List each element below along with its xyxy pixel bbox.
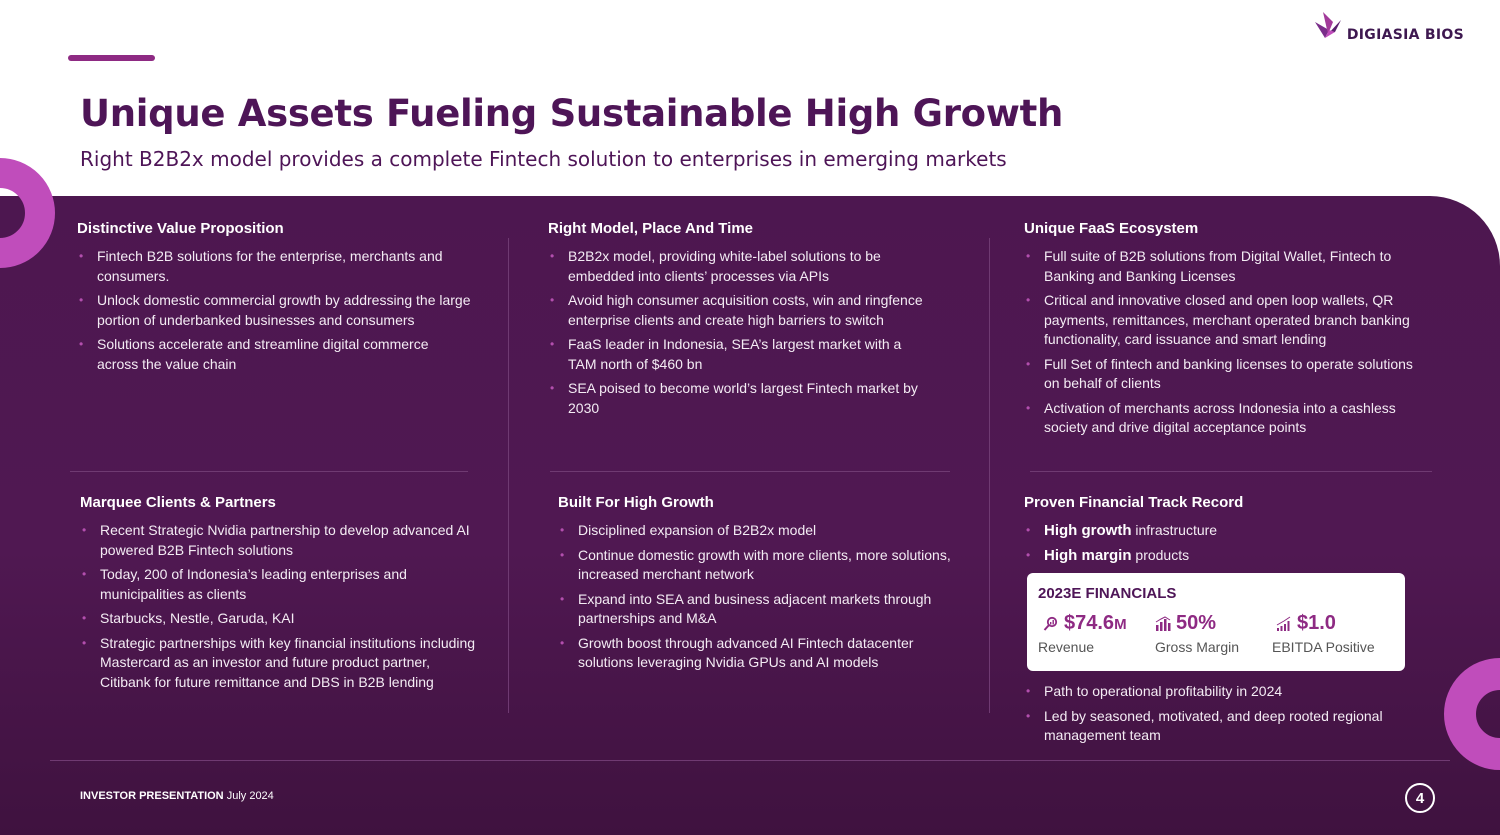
financials-title: 2023E FINANCIALS	[1038, 585, 1177, 602]
bullet-list	[80, 521, 482, 692]
section-heading: Marquee Clients & Partners	[80, 494, 276, 511]
list-item: • SEA poised to become world’s largest Fintech market by 2030	[548, 379, 933, 418]
row-divider	[70, 471, 468, 472]
list-item: • Recent Strategic Nvidia partnership to develop advanced AI powered B2B Fintech solutions	[80, 521, 482, 560]
company-logo	[1313, 8, 1464, 44]
list-item: • Path to operational profitability in 2024	[1024, 682, 1424, 702]
revenue-value: $74.6	[1064, 612, 1115, 634]
footer-title: INVESTOR PRESENTATION	[80, 790, 224, 802]
row-divider	[550, 471, 950, 472]
value-proposition-section	[77, 220, 472, 379]
page-title: Unique Assets Fueling Sustainable High Growth	[80, 92, 1064, 135]
list-item	[1024, 546, 1424, 566]
list-item: • Fintech B2B solutions for the enterprise, merchants and consumers.	[77, 247, 472, 286]
metric-label: Gross Margin	[1155, 639, 1240, 655]
list-item: • Today, 200 of Indonesia’s leading enterprises and municipalities as clients	[80, 565, 482, 604]
section-heading: Right Model, Place And Time	[548, 220, 754, 237]
crane-logo-icon	[1313, 8, 1343, 44]
bullet-list	[77, 247, 472, 374]
section-heading: Unique FaaS Ecosystem	[1024, 220, 1199, 237]
right-model-section	[548, 220, 933, 423]
bold-phrase: High growth	[1044, 522, 1132, 539]
faas-ecosystem-section	[1024, 220, 1416, 443]
bullet-list	[548, 247, 933, 418]
metric-gross-margin	[1155, 612, 1272, 655]
metric-value	[1064, 612, 1127, 635]
bold-phrase: High margin	[1044, 546, 1132, 564]
clients-partners-section	[80, 494, 482, 697]
metric-label: EBITDA Positive	[1272, 639, 1375, 655]
bullet-list	[1024, 682, 1424, 746]
list-item: • Activation of merchants across Indonesia into a cashless society and drive digital acceptance points	[1024, 399, 1416, 438]
list-item: • Disciplined expansion of B2B2x model	[558, 521, 958, 541]
magnify-chart-icon	[1043, 616, 1059, 632]
metric-revenue	[1038, 612, 1155, 655]
list-item: • B2B2x model, providing white-label solutions to be embedded into clients’ processes via APIs	[548, 247, 933, 286]
page-subtitle: Right B2B2x model provides a complete Fintech solution to enterprises in emerging markets	[80, 147, 1007, 171]
phrase-rest: infrastructure	[1131, 522, 1218, 538]
bullet-list	[1024, 247, 1416, 438]
list-item: • Strategic partnerships with key financial institutions including Mastercard as an investor and future product partner, Citibank for future remittance and DBS in B2B lending	[80, 634, 482, 693]
list-item: • Continue domestic growth with more clients, more solutions, increased merchant network	[558, 546, 958, 585]
footer-date: July 2024	[226, 790, 274, 802]
phrase-rest: products	[1131, 546, 1190, 563]
list-item: • Avoid high consumer acquisition costs, win and ringfence enterprise clients and create high barriers to switch	[548, 291, 933, 330]
page-number: 4	[1405, 783, 1435, 813]
accent-line	[68, 55, 155, 61]
metrics-row	[1038, 612, 1405, 655]
list-item: • Full Set of fintech and banking licenses to operate solutions on behalf of clients	[1024, 355, 1416, 394]
high-growth-section	[558, 494, 958, 678]
footer-divider	[50, 760, 1450, 761]
revenue-unit: M	[1114, 616, 1127, 633]
metric-value: 50%	[1176, 612, 1217, 634]
section-heading: Built For High Growth	[558, 494, 714, 511]
footer-label	[80, 790, 274, 802]
bar-chart-icon	[1155, 616, 1171, 632]
list-item	[1024, 521, 1424, 541]
metric-ebitda	[1272, 612, 1397, 655]
column-divider	[989, 238, 990, 713]
metric-value-row	[1043, 612, 1155, 635]
bullet-list	[1024, 521, 1424, 565]
list-item: • Growth boost through advanced AI Fintech datacenter solutions leveraging Nvidia GPUs and AI models	[558, 634, 958, 673]
list-item: • Expand into SEA and business adjacent markets through partnerships and M&A	[558, 590, 958, 629]
financials-card	[1027, 573, 1405, 671]
rising-bars-icon	[1276, 616, 1292, 632]
list-item: • Full suite of B2B solutions from Digital Wallet, Fintech to Banking and Banking Licenses	[1024, 247, 1416, 286]
metric-value: $1.0	[1297, 612, 1336, 634]
metric-value-row	[1155, 612, 1272, 635]
row-divider	[1030, 471, 1432, 472]
section-heading: Proven Financial Track Record	[1024, 494, 1244, 511]
section-heading: Distinctive Value Proposition	[77, 220, 284, 237]
list-item: • Unlock domestic commercial growth by addressing the large portion of underbanked businesses and consumers	[77, 291, 472, 330]
metric-label: Revenue	[1038, 639, 1095, 655]
list-item: • Critical and innovative closed and open loop wallets, QR payments, remittances, merchant operated branch banking functionality, card issuance and smart lending	[1024, 291, 1416, 350]
bullet-list	[558, 521, 958, 673]
column-divider	[508, 238, 509, 713]
list-item: • Starbucks, Nestle, Garuda, KAI	[80, 609, 482, 629]
metric-value-row	[1276, 612, 1397, 635]
list-item: • FaaS leader in Indonesia, SEA’s largest market with a TAM north of $460 bn	[548, 335, 933, 374]
logo-text: DIGIASIA BIOS	[1346, 27, 1464, 43]
list-item: • Led by seasoned, motivated, and deep rooted regional management team	[1024, 707, 1424, 746]
list-item: • Solutions accelerate and streamline digital commerce across the value chain	[77, 335, 472, 374]
financial-track-record-section	[1024, 494, 1424, 570]
financial-bottom-bullets	[1024, 682, 1424, 751]
